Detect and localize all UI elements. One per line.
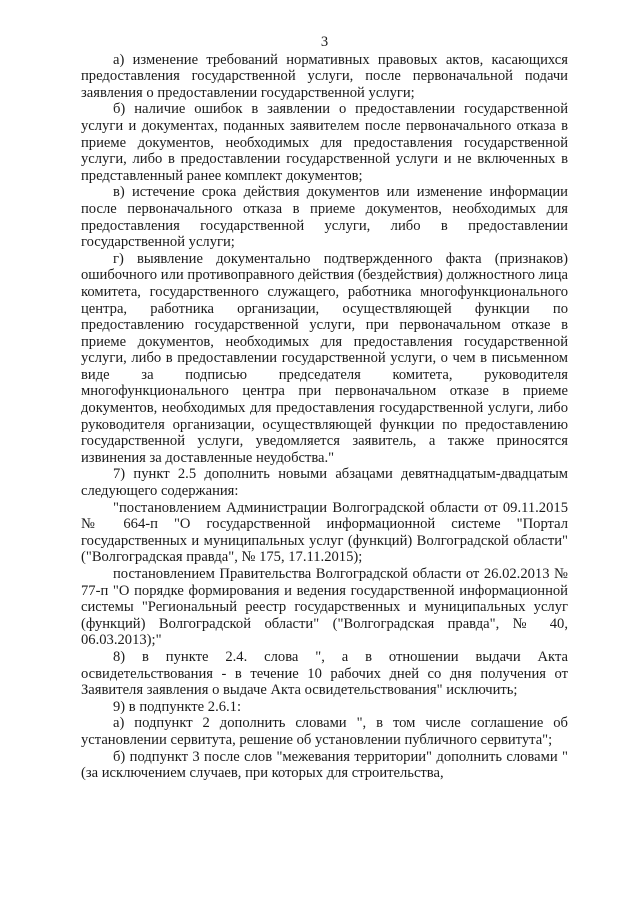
- paragraph-item-9b: б) подпункт 3 после слов "межевания территории" дополнить словами "(за исключением случаев, при которых для строительства,: [81, 748, 568, 782]
- paragraph-item-7: 7) пункт 2.5 дополнить новыми абзацами девятнадцатым-двадцатым следующего содержания:: [81, 466, 568, 500]
- paragraph-item-9a: а) подпункт 2 дополнить словами ", в том числе соглашение об установлении сервитута, решение об установлении публичного сервитута";: [81, 715, 568, 748]
- paragraph-decree-664: "постановлением Администрации Волгоградской области от 09.11.2015 № 664-п "О государственной информационной системе "Портал государственных и муниципальных услуг (функций) Волгоградской области" ("Волгоградская правда", № 175, 17.11.2015);: [81, 499, 568, 566]
- paragraph-v-expiry: в) истечение срока действия документов или изменение информации после первоначального отказа в приеме документов, необходимых для предоставления государственной услуги, либо в предоставлении государственной услуги;: [81, 184, 568, 251]
- paragraph-item-8: 8) в пункте 2.4. слова ", а в отношении выдачи Акта освидетельствования - в течение 10 рабочих дней со дня получения от Заявителя заявления о выдаче Акта освидетельствования" исключить;: [81, 648, 568, 699]
- paragraph-item-9: 9) в подпункте 2.6.1:: [113, 698, 242, 715]
- paragraph-b-errors: б) наличие ошибок в заявлении о предоставлении государственной услуги и документах, поданных заявителем после первоначального отказа в приеме документов, необходимых для предоставления государственной услуги, либо в предоставлении государственной услуги и не включенных в представленный ранее комплект документов;: [81, 101, 568, 184]
- paragraph-decree-77: постановлением Правительства Волгоградской области от 26.02.2013 № 77-п "О порядке формирования и ведения государственной информационной системы "Региональный реестр государственных и муниципальных услуг (функций) Волгоградской области" ("Волгоградская правда", № 40, 06.03.2013);": [81, 566, 568, 649]
- document-page: [81, 34, 568, 782]
- paragraph-g-misconduct: г) выявление документально подтвержденного факта (признаков) ошибочного или противоправного действия (бездействия) должностного лица комитета, государственного служащего, работника многофункционального центра, работника организации, осуществляющей функции по предоставлению государственной услуги, при первоначальном отказе в приеме документов, необходимых для предоставления государственной услуги, либо в предоставлении государственной услуги, о чем в письменном виде за подписью председателя комитета, руководителя многофункционального центра при первоначальном отказе в приеме документов, необходимых для предоставления государственной услуги, либо руководителя организации, осуществляющей функции по предоставлению государственной услуги, уведомляется заявитель, а также приносятся извинения за доставленные неудобства.": [81, 250, 568, 466]
- paragraph-a-requirements-change: а) изменение требований нормативных правовых актов, касающихся предоставления государственной услуги, после первоначальной подачи заявления о предоставлении государственной услуги;: [81, 51, 568, 101]
- page-number: 3: [320, 34, 329, 50]
